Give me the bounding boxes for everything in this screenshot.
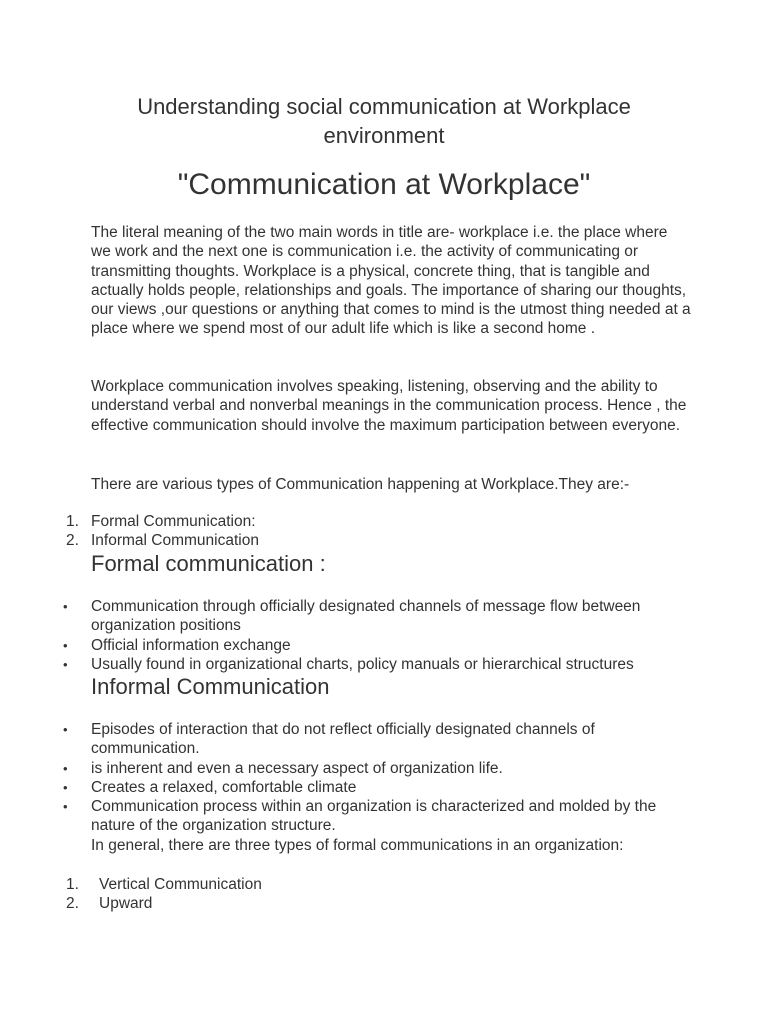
list-item-text: Informal Communication <box>91 532 259 550</box>
list-item <box>63 797 693 836</box>
bullet-icon: • <box>63 656 68 672</box>
list-item-text: Communication through officially designated channels of message flow between organization positions <box>91 598 641 635</box>
list-item <box>66 512 686 531</box>
list-item-text: Official information exchange <box>91 636 291 654</box>
list-item <box>66 875 686 894</box>
list-item <box>63 655 693 674</box>
bullet-icon: • <box>63 722 68 737</box>
general-types-line: In general, there are three types of formal communications in an organization: <box>91 837 624 854</box>
workplace-communication-paragraph: Workplace communication involves speaking, listening, observing and the ability to understand verbal and nonverbal meanings in the communication process. Hence , the effective communication should involve the maximum participation between everyone. <box>91 378 687 434</box>
list-marker: 1. <box>66 876 79 893</box>
list-item-text: Formal Communication: <box>91 513 256 530</box>
informal-communication-heading: Informal Communication <box>91 674 330 699</box>
bullet-icon: • <box>63 760 68 776</box>
list-item <box>63 759 693 778</box>
list-item-text: Creates a relaxed, comfortable climate <box>91 778 357 796</box>
list-marker: 2. <box>66 895 79 913</box>
list-item-text: Communication process within an organization is characterized and molded by the nature of the organization structure. <box>91 798 657 835</box>
informal-points-list <box>63 720 693 836</box>
formal-points-list <box>63 597 693 674</box>
list-item <box>63 597 693 636</box>
list-item <box>63 636 693 655</box>
types-intro-paragraph: There are various types of Communication happening at Workplace.They are:- <box>91 476 630 493</box>
communication-types-list <box>66 512 686 551</box>
list-item-text: is inherent and even a necessary aspect of organization life. <box>91 759 503 777</box>
document-subtitle: "Communication at Workplace" <box>177 168 591 201</box>
list-item <box>63 720 693 759</box>
bullet-icon: • <box>63 599 68 614</box>
bullet-icon: • <box>63 637 68 653</box>
list-item-text: Upward <box>99 895 153 913</box>
list-marker: 1. <box>66 513 79 530</box>
bullet-icon: • <box>63 799 68 815</box>
formal-communication-heading: Formal communication : <box>91 551 326 576</box>
list-item <box>63 778 693 797</box>
list-marker: 2. <box>66 532 79 550</box>
list-item <box>66 531 686 550</box>
bullet-icon: • <box>63 779 68 795</box>
list-item-text: Episodes of interaction that do not reflect officially designated channels of communication. <box>91 721 595 758</box>
formal-types-list <box>66 875 686 914</box>
list-item-text: Vertical Communication <box>99 876 262 893</box>
list-item <box>66 894 686 913</box>
intro-paragraph: The literal meaning of the two main words in title are- workplace i.e. the place where we work and the next one is communication i.e. the activity of communicating or transmitting thoughts. Workplace is a physical, concrete thing, that is tangible and actually holds people, relationships and goals. The importance of sharing our thoughts, our views ,our questions or anything that comes to mind is the utmost thing needed at a place where we spend most of our adult life which is like a second home . <box>91 224 691 338</box>
document-title: Understanding social communication at Workplace environment <box>137 94 631 148</box>
list-item-text: Usually found in organizational charts, policy manuals or hierarchical structures <box>91 655 634 673</box>
